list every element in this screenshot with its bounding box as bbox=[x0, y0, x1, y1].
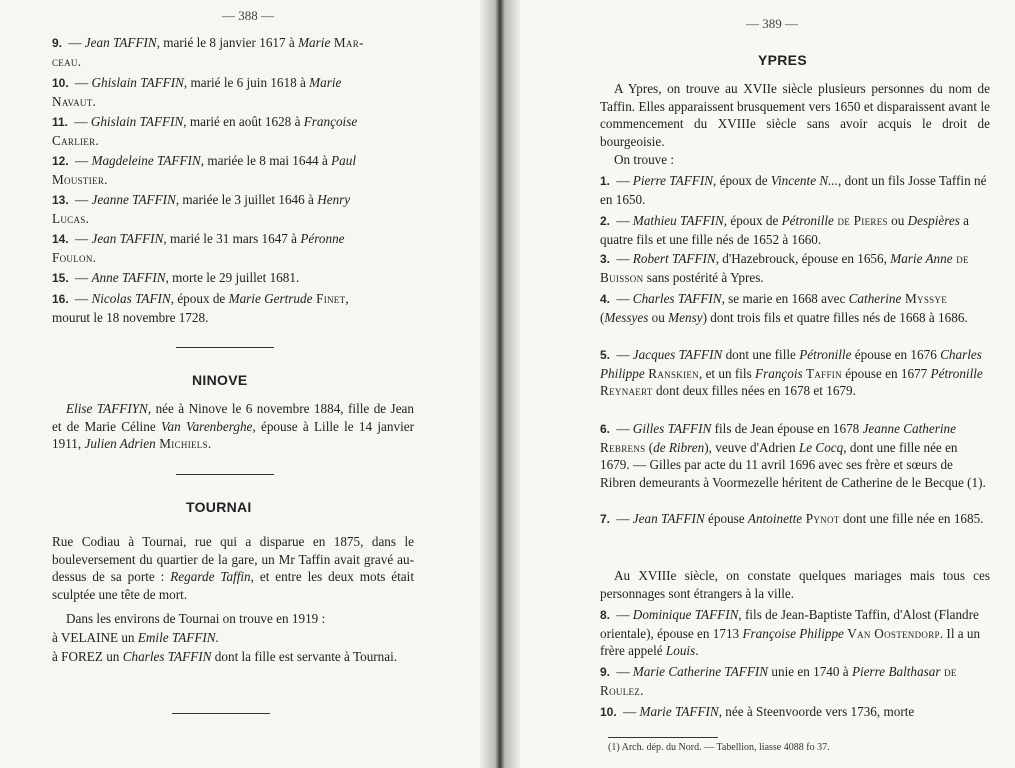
section-divider bbox=[172, 713, 270, 714]
tournai-paragraph: Rue Codiau à Tournai, rue qui a disparue en 1875, dans le bouleversement du quartier de la gare, un Mr Taffin avait gravé au-dessus de sa porte : Regarde Taffin, et entre les deux mots était sculptée une tête de mort. bbox=[52, 534, 414, 602]
entry-y5: 5. — Jacques TAFFIN dont une fille Pétronille épouse en 1676 Charles Philippe Ranskien, et un fils François Taffin épouse en 1677 Pétronille Reynaert dont deux filles nées en 1678 et 1679. bbox=[600, 347, 983, 398]
entry-y10: 10. — Marie TAFFIN, née à Steenvoorde vers 1736, morte bbox=[600, 704, 915, 719]
entry-y2: 2. — Mathieu TAFFIN, époux de Pétronille de Pieres ou Despières a quatre fils et une fille nés de 1652 à 1660. bbox=[600, 213, 969, 247]
tournai-forez: à FOREZ un Charles TAFFIN dont la fille est servante à Tournai. bbox=[52, 649, 398, 664]
heading-ypres: YPRES bbox=[758, 52, 807, 68]
tournai-velaine: à VELAINE un Emile TAFFIN. bbox=[52, 630, 219, 645]
entry-11: 11. — Ghislain TAFFIN, marié en août 1628 à Françoise Carlier. bbox=[52, 114, 358, 148]
entry-12: 12. — Magdeleine TAFFIN, mariée le 8 mai 1644 à Paul Moustier. bbox=[52, 153, 357, 187]
section-divider bbox=[176, 474, 274, 475]
entry-10: 10. — Ghislain TAFFIN, marié le 6 juin 1618 à Marie Navaut. bbox=[52, 75, 342, 109]
entry-y6: 6. — Gilles TAFFIN fils de Jean épouse en 1678 Jeanne Catherine Rebrens (de Ribren), veuve d'Adrien Le Cocq, dont une fille née en 1679. — Gilles par acte du 11 avril 1696 avec ses frère et sœurs de Ribren demeurants à Voormezelle héritent de Catherine de le Becque (1). bbox=[600, 421, 986, 490]
entry-15: 15. — Anne TAFFIN, morte le 29 juillet 1681. bbox=[52, 270, 300, 285]
entry-16: 16. — Nicolas TAFIN, époux de Marie Gertrude Finet, mourut le 18 novembre 1728. bbox=[52, 291, 349, 325]
entry-y7: 7. — Jean TAFFIN épouse Antoinette Pynot dont une fille née en 1685. bbox=[600, 511, 984, 526]
entry-14: 14. — Jean TAFFIN, marié le 31 mars 1647 à Péronne Foulon. bbox=[52, 231, 345, 265]
entry-y3: 3. — Robert TAFFIN, d'Hazebrouck, épouse en 1656, Marie Anne de Buisson sans postérité à Ypres. bbox=[600, 251, 969, 285]
ninove-paragraph: Elise TAFFIYN, née à Ninove le 6 novembre 1884, fille de Jean et de Marie Céline Van Varenberghe, épouse à Lille le 14 janvier 1911, Julien Adrien Michiels. bbox=[52, 401, 414, 451]
tournai-paragraph-2: Dans les environs de Tournai on trouve en 1919 : bbox=[66, 611, 326, 626]
footnote: (1) Arch. dép. du Nord. — Tabellion, liasse 4088 fo 37. bbox=[608, 742, 830, 753]
xviii-paragraph: Au XVIIIe siècle, on constate quelques mariages mais tous ces personnages sont étrangers à la ville. bbox=[600, 568, 990, 601]
book-gutter bbox=[480, 0, 520, 768]
page-number-right: — 389 — bbox=[746, 16, 798, 31]
entry-y4: 4. — Charles TAFFIN, se marie en 1668 avec Catherine Myssye (Messyes ou Mensy) dont trois fils et quatre filles nés de 1668 à 1686. bbox=[600, 291, 968, 325]
entry-13: 13. — Jeanne TAFFIN, mariée le 3 juillet 1646 à Henry Lucas. bbox=[52, 192, 351, 226]
section-divider bbox=[176, 347, 274, 348]
entry-9: 9. — Jean TAFFIN, marié le 8 janvier 1617 à Marie Mar- ceau. bbox=[52, 35, 364, 69]
entry-y1: 1. — Pierre TAFFIN, époux de Vincente N..., dont un fils Josse Taffin né en 1650. bbox=[600, 173, 987, 207]
on-trouve: On trouve : bbox=[614, 152, 675, 167]
heading-ninove: NINOVE bbox=[192, 372, 248, 388]
footnote-rule bbox=[608, 737, 718, 738]
entry-y8: 8. — Dominique TAFFIN, fils de Jean-Baptiste Taffin, d'Alost (Flandre orientale), épouse en 1713 Françoise Philippe Van Oostendorp. Il a un frère appelé Louis. bbox=[600, 607, 981, 658]
ypres-intro: A Ypres, on trouve au XVIIe siècle plusieurs personnes du nom de Taffin. Elles apparaissent brusquement vers 1650 et disparaissent avant le commencement du XVIIIe siècle sans avoir acquis le droit de bourgeoisie. bbox=[600, 81, 990, 149]
entry-y9: 9. — Marie Catherine TAFFIN unie en 1740 à Pierre Balthasar de Roulez. bbox=[600, 664, 957, 698]
page-number-left: — 388 — bbox=[222, 8, 274, 23]
left-page bbox=[0, 0, 480, 768]
heading-tournai: TOURNAI bbox=[186, 499, 252, 515]
right-page bbox=[520, 0, 1015, 768]
